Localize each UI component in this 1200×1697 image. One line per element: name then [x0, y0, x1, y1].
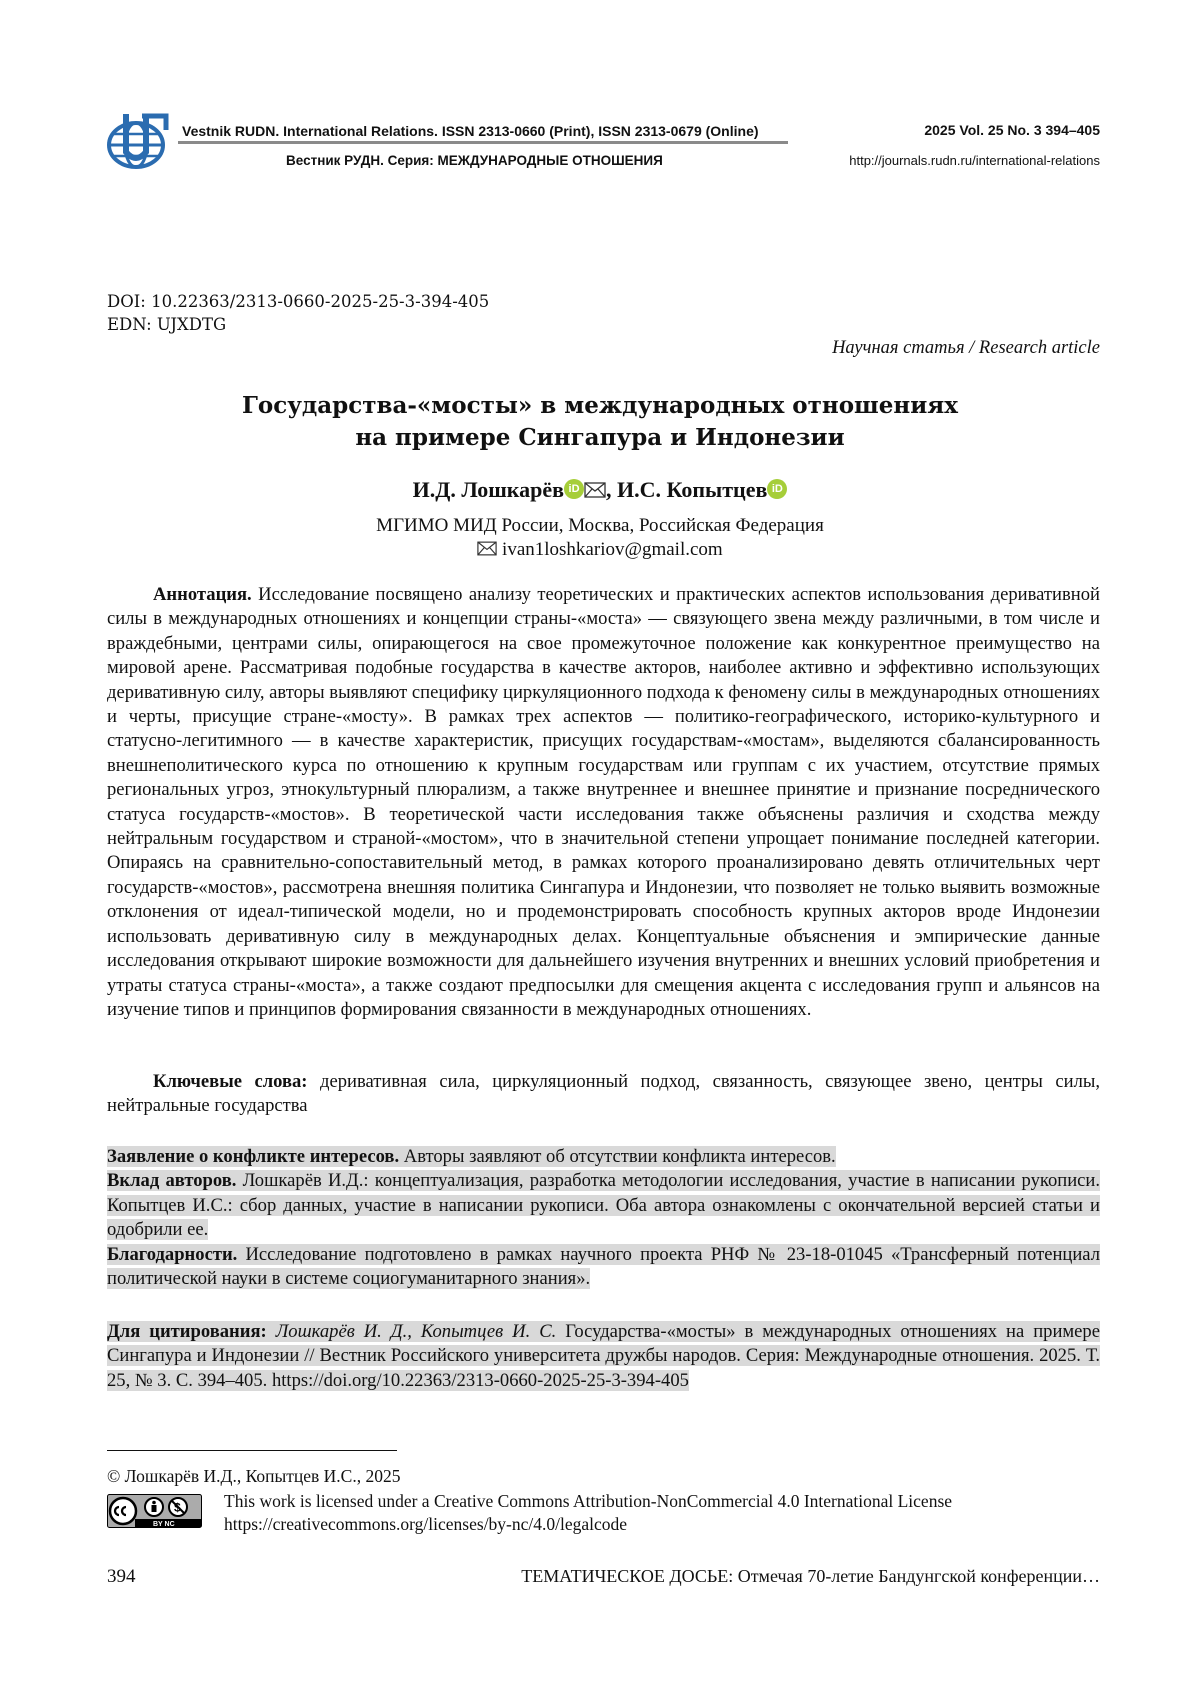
- rudn-globe-logo-icon: [106, 112, 176, 172]
- cc-by-nc-badge-icon[interactable]: [107, 1494, 202, 1528]
- citation-text: Государства-«мосты» в международных отношениях на примере Сингапура и Индонезии // Вестник Российского университета дружбы народов. Серия: Международные отношения. 2025. Т. 25, № 3. С. 394–405. https://doi.org/10.22363/2313-0660-2025-25-3-394-405: [107, 1321, 1100, 1391]
- acknowledgements-label: Благодарности.: [107, 1244, 237, 1265]
- affiliation: МГИМО МИД России, Москва, Российская Федерация: [100, 515, 1100, 537]
- journal-url[interactable]: http://journals.rudn.ru/international-relations: [849, 153, 1100, 168]
- title-line-1: Государства-«мосты» в международных отношениях: [100, 390, 1100, 422]
- journal-title-en: Vestnik RUDN. International Relations. ISSN 2313-0660 (Print), ISSN 2313-0679 (Online): [182, 123, 759, 139]
- page-number: 394: [107, 1566, 136, 1588]
- license-line-1: This work is licensed under a Creative Commons Attribution-NonCommercial 4.0 International License: [224, 1490, 952, 1513]
- authors: [100, 477, 1100, 503]
- email-line: [100, 539, 1100, 561]
- envelope-icon[interactable]: [584, 482, 606, 498]
- keywords-text: деривативная сила, циркуляционный подход, связанность, связующее звено, центры силы, нейтральные государства: [107, 1071, 1100, 1116]
- acknowledgements-text: Исследование подготовлено в рамках научного проекта РНФ № 23-18-01045 «Трансферный потенциал политической науки в системе социогуманитарного знания».: [107, 1244, 1100, 1289]
- abstract-label: Аннотация.: [153, 584, 252, 605]
- conflict-label: Заявление о конфликте интересов.: [107, 1146, 399, 1167]
- running-head: ТЕМАТИЧЕСКОЕ ДОСЬЕ: Отмечая 70-летие Бандунгской конференции…: [521, 1566, 1100, 1587]
- author-2: И.С. Копытцев: [617, 477, 767, 502]
- doi[interactable]: DOI: 10.22363/2313-0660-2025-25-3-394-405: [107, 292, 489, 311]
- contributions-text: Лошкарёв И.Д.: концептуализация, разработка методологии исследования, участие в написании рукописи. Копытцев И.С.: сбор данных, участие в написании рукописи. Оба автора ознакомлены с окончательной версией статьи и одобрили ее.: [107, 1170, 1100, 1240]
- declarations-box: [107, 1145, 1100, 1291]
- keywords: [107, 1070, 1100, 1119]
- title-line-2: на примере Сингапура и Индонезии: [100, 422, 1100, 454]
- article-title: [100, 390, 1100, 454]
- abstract: [107, 583, 1100, 1022]
- journal-title-ru: Вестник РУДН. Серия: МЕЖДУНАРОДНЫЕ ОТНОШЕНИЯ: [286, 153, 663, 168]
- keywords-label: Ключевые слова:: [153, 1071, 308, 1092]
- citation-box: [107, 1320, 1100, 1393]
- email[interactable]: ivan1loshkariov@gmail.com: [502, 539, 723, 560]
- header-rule: [178, 141, 788, 144]
- edn: EDN: UJXDTG: [107, 315, 226, 334]
- author-1: И.Д. Лошкарёв: [413, 477, 564, 502]
- license: [224, 1490, 952, 1536]
- citation-label: Для цитирования:: [107, 1321, 267, 1342]
- abstract-text: Исследование посвящено анализу теоретических и практических аспектов использования деривативной силы в международных отношениях и концепции страны-«моста» — связующего звена между различными, в том числе и враждебными, центрами силы, опирающегося на свое промежуточное положение как конкурентное преимущество на мировой арене. Рассматривая подобные государства в качестве акторов, наиболее активно и эффективно использующих деривативную силу, авторы выявляют специфику циркуляционного подхода к феномену силы в международных отношениях и черты, присущие стране-«мосту». В рамках трех аспектов — политико-географического, историко-культурного и статусно-легитимного — в качестве характеристик, присущих государствам-«мостам», выделяются сбалансированность внешнеполитического курса по отношению к крупным государствам или группам с их участием, отсутствие прямых региональных угроз, этнокультурный плюрализм, а также внутреннее и внешнее принятие и признание посреднического статуса государств-«мостов». В теоретической части исследования также объяснены различия и сходства между нейтральным государством и страной-«мостом», что в значительной степени упрощает понимание последней категории. Опираясь на сравнительно-сопоставительный метод, в рамках которого проанализировано девять отличительных черт государств-«мостов», рассмотрена внешняя политика Сингапура и Индонезии, что позволяет не только выявить возможные отклонения от идеал-типической модели, но и продемонстрировать способность крупных акторов вроде Индонезии использовать деривативную силу в международных делах. Концептуальные объяснения и эмпирические данные исследования открывают широкие возможности для дальнейшего изучения внутренних и внешних условий приобретения и утраты статуса страны-«моста», а также создают предпосылки для смещения акцента с исследования групп и альянсов на изучение типов и принципов формирования связанности в международных отношениях.: [107, 584, 1100, 1020]
- footnote-rule: [107, 1450, 397, 1451]
- envelope-icon: [477, 541, 497, 556]
- issue-info: 2025 Vol. 25 No. 3 394–405: [924, 122, 1100, 138]
- cc-badge-text: BY NC: [153, 1521, 175, 1528]
- article-type: Научная статья / Research article: [832, 338, 1100, 359]
- license-url[interactable]: https://creativecommons.org/licenses/by-nc/4.0/legalcode: [224, 1513, 952, 1536]
- author-separator: ,: [606, 477, 617, 502]
- copyright: © Лошкарёв И.Д., Копытцев И.С., 2025: [107, 1466, 400, 1487]
- orcid-icon[interactable]: iD: [767, 479, 787, 499]
- contributions-label: Вклад авторов.: [107, 1170, 236, 1191]
- orcid-icon[interactable]: iD: [564, 479, 584, 499]
- conflict-text: Авторы заявляют об отсутствии конфликта интересов.: [404, 1146, 836, 1167]
- citation-authors: Лошкарёв И. Д., Копытцев И. С.: [276, 1321, 557, 1342]
